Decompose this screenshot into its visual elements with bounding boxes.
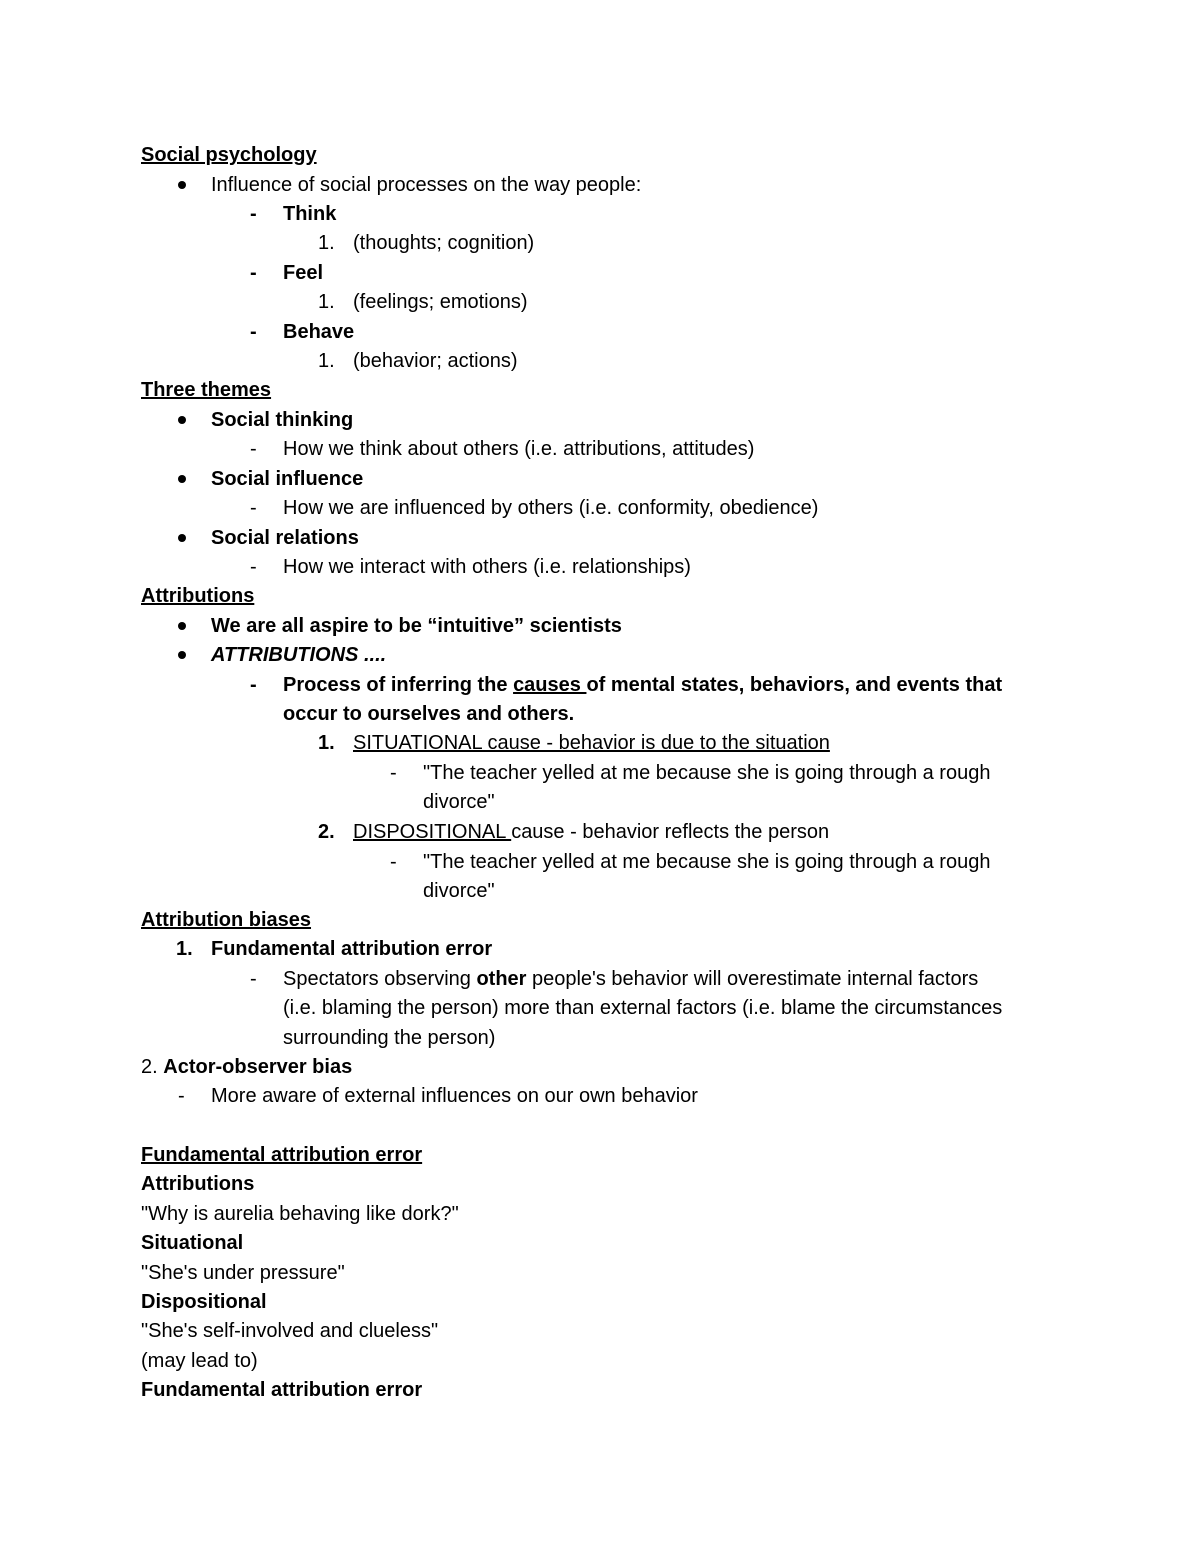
quote-attributions: "Why is aurelia behaving like dork?" (141, 1203, 459, 1225)
dash-marker: - (390, 762, 397, 784)
bias-actor-observer (141, 1055, 352, 1079)
fae-description-part: people's behavior will overestimate internal factors (526, 968, 979, 990)
dash-marker: - (250, 321, 257, 343)
dispositional-example: "The teacher yelled at me because she is going through a rough (423, 851, 991, 873)
situational-cause: SITUATIONAL cause - behavior is due to the situation (353, 732, 830, 754)
list-number: 2. (318, 821, 335, 843)
dash-marker: - (250, 968, 257, 990)
label-situational: Situational (141, 1232, 244, 1254)
bias-fundamental-attribution-error: Fundamental attribution error (211, 938, 493, 960)
list-number: 1. (318, 291, 335, 313)
actor-observer-label: Actor-observer bias (163, 1056, 353, 1078)
fae-description (283, 967, 978, 991)
item-feel-detail: (feelings; emotions) (353, 291, 528, 313)
situational-example: "The teacher yelled at me because she is going through a rough (423, 762, 991, 784)
heading-three-themes: Three themes (141, 379, 272, 401)
dispositional-label: DISPOSITIONAL (353, 821, 512, 843)
dispositional-cause (353, 820, 829, 844)
bullet-dot (178, 651, 186, 659)
definition-part: of mental states, behaviors, and events that (586, 674, 1003, 696)
fae-description-part: Spectators observing (283, 968, 477, 990)
dash-marker: - (250, 497, 257, 519)
bullet-dot (178, 475, 186, 483)
label-dispositional: Dispositional (141, 1291, 267, 1313)
attributions-bullet-intuitive: We are all aspire to be “intuitive” scientists (211, 615, 622, 637)
actor-observer-detail: More aware of external influences on our own behavior (211, 1085, 698, 1107)
social-psych-intro: Influence of social processes on the way people: (211, 174, 642, 196)
definition-causes: causes (513, 674, 587, 696)
list-number: 1. (176, 938, 193, 960)
bullet-dot (178, 534, 186, 542)
fae-description-cont: surrounding the person) (283, 1027, 496, 1049)
dash-marker: - (250, 203, 257, 225)
theme-social-relations: Social relations (211, 527, 359, 549)
quote-dispositional: "She's self-involved and clueless" (141, 1320, 439, 1342)
label-attributions: Attributions (141, 1173, 255, 1195)
fae-description-cont: (i.e. blaming the person) more than external factors (i.e. blame the circumstances (283, 997, 1003, 1019)
bullet-dot (178, 416, 186, 424)
situational-example-cont: divorce" (423, 791, 495, 813)
dash-marker: - (250, 438, 257, 460)
dash-marker: - (390, 851, 397, 873)
may-lead-to: (may lead to) (141, 1350, 258, 1372)
item-behave-detail: (behavior; actions) (353, 350, 518, 372)
dash-marker: - (178, 1085, 185, 1107)
dispositional-example-cont: divorce" (423, 880, 495, 902)
dash-marker: - (250, 556, 257, 578)
bullet-dot (178, 622, 186, 630)
attributions-bullet-label: ATTRIBUTIONS .... (211, 644, 387, 666)
heading-fundamental-attribution-error: Fundamental attribution error (141, 1144, 423, 1166)
dispositional-rest: cause - behavior reflects the person (511, 821, 830, 843)
label-fundamental-attribution-error: Fundamental attribution error (141, 1379, 423, 1401)
list-number: 1. (318, 232, 335, 254)
fae-description-emphasis: other (476, 968, 527, 990)
dash-marker: - (250, 674, 257, 696)
heading-attribution-biases: Attribution biases (141, 909, 312, 931)
list-number: 2. (141, 1056, 164, 1078)
theme-social-influence-detail: How we are influenced by others (i.e. conformity, obedience) (283, 497, 819, 519)
definition-part: Process of inferring the (283, 674, 514, 696)
attribution-definition (283, 673, 1002, 697)
item-think-detail: (thoughts; cognition) (353, 232, 535, 254)
heading-attributions: Attributions (141, 585, 255, 607)
bullet-dot (178, 181, 186, 189)
item-behave: Behave (283, 321, 355, 343)
item-think: Think (283, 203, 337, 225)
item-feel: Feel (283, 262, 324, 284)
quote-situational: "She's under pressure" (141, 1262, 345, 1284)
theme-social-influence: Social influence (211, 468, 364, 490)
attribution-definition-cont: occur to ourselves and others. (283, 703, 575, 725)
theme-social-thinking-detail: How we think about others (i.e. attributions, attitudes) (283, 438, 755, 460)
dash-marker: - (250, 262, 257, 284)
theme-social-thinking: Social thinking (211, 409, 354, 431)
heading-social-psychology: Social psychology (141, 144, 317, 166)
list-number: 1. (318, 732, 335, 754)
theme-social-relations-detail: How we interact with others (i.e. relationships) (283, 556, 691, 578)
list-number: 1. (318, 350, 335, 372)
